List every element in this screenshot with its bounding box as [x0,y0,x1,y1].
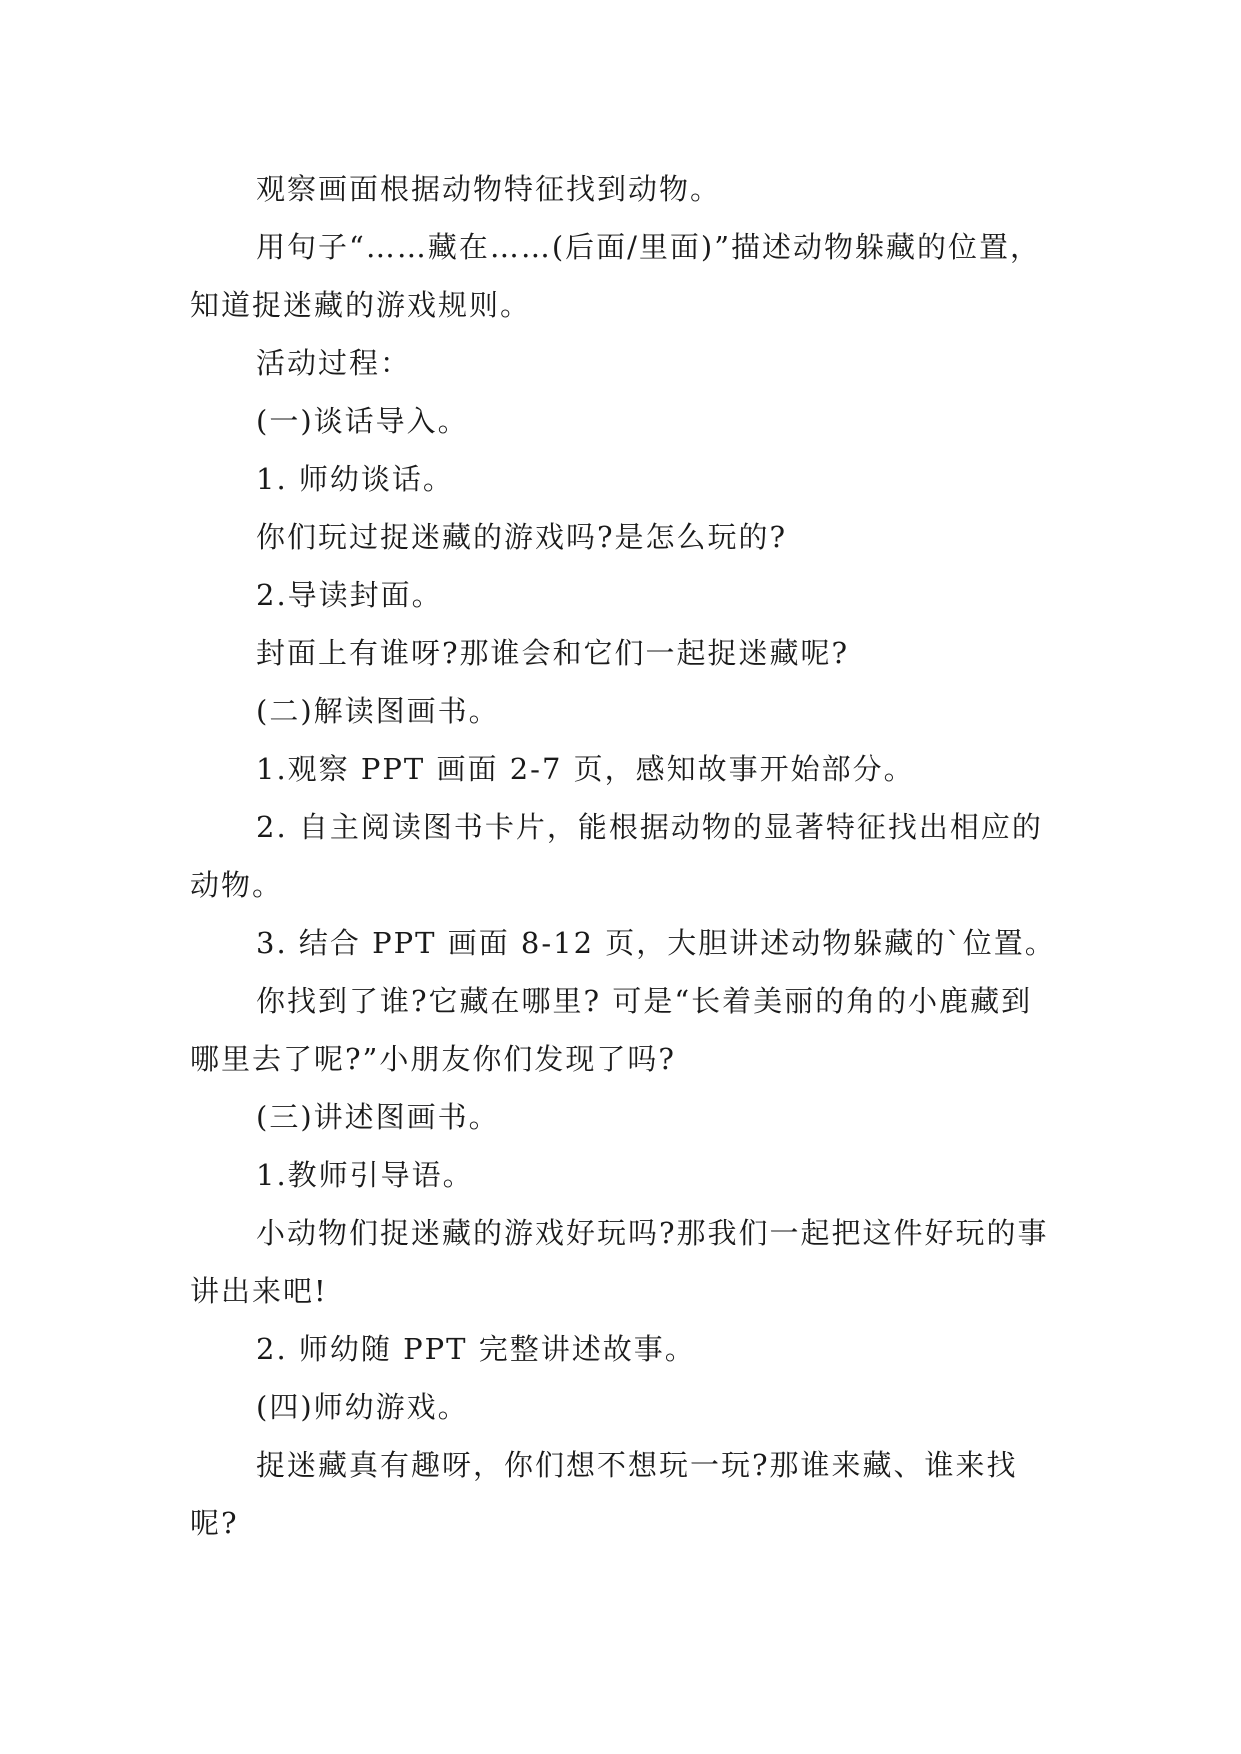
step-3-2: 2. 师幼随 PPT 完整讲述故事。 [256,1332,696,1366]
step-2-1: 1.观察 PPT 画面 2-7 页，感知故事开始部分。 [256,752,915,786]
section-heading-3: (三)讲述图画书。 [256,1100,500,1134]
section-heading-2: (二)解读图画书。 [256,694,500,728]
paragraph-question-2: 封面上有谁呀?那谁会和它们一起捉迷藏呢? [256,636,850,670]
paragraph-question-1: 你们玩过捉迷藏的游戏吗?是怎么玩的? [256,520,788,554]
paragraph-question-3: 你找到了谁?它藏在哪里? 可是“长着美丽的角的小鹿藏到哪里去了呢?”小朋友你们发现了吗? [190,984,1033,1076]
paragraph-process-heading: 活动过程： [256,346,412,380]
section-heading-4: (四)师幼游戏。 [256,1390,469,1424]
section-heading-1: (一)谈话导入。 [256,404,469,438]
step-1-2: 2.导读封面。 [256,578,443,612]
step-2-2: 2. 自主阅读图书卡片，能根据动物的显著特征找出相应的动物。 [190,810,1043,902]
paragraph-goal-describe: 用句子“……藏在……(后面/里面)”描述动物躲藏的位置，知道捉迷藏的游戏规则。 [190,230,1042,322]
step-3-1: 1.教师引导语。 [256,1158,474,1192]
paragraph-goal-observe: 观察画面根据动物特征找到动物。 [256,172,722,206]
document-body [190,160,1060,1552]
step-1-1: 1. 师幼谈话。 [256,462,454,496]
step-2-3: 3. 结合 PPT 画面 8-12 页，大胆讲述动物躲藏的`位置。 [256,926,1056,960]
paragraph-question-5: 捉迷藏真有趣呀，你们想不想玩一玩?那谁来藏、谁来找呢? [190,1448,1018,1540]
paragraph-question-4: 小动物们捉迷藏的游戏好玩吗?那我们一起把这件好玩的事讲出来吧! [190,1216,1049,1308]
